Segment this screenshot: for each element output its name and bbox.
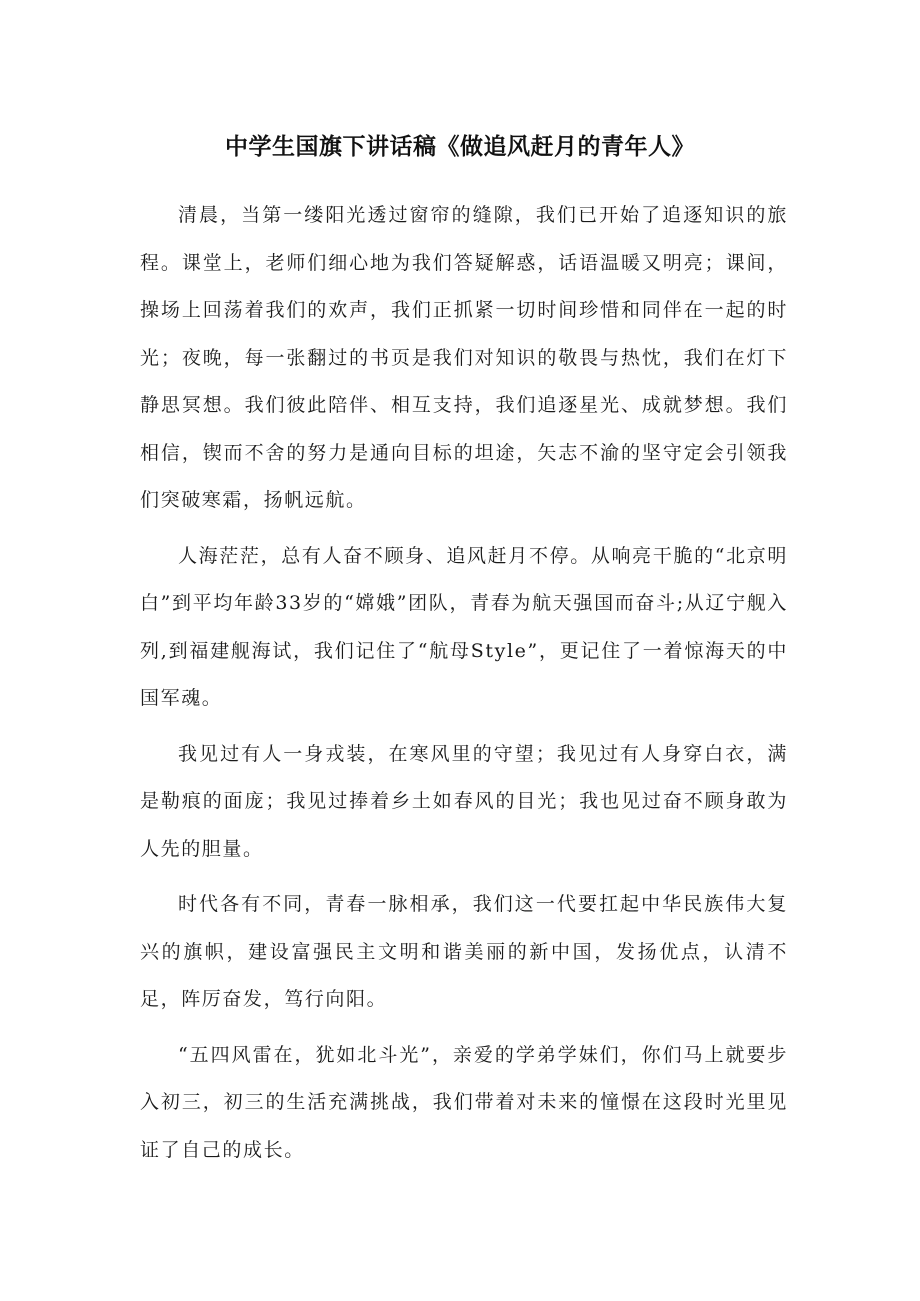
paragraph-3: 我见过有人一身戎装，在寒风里的守望；我见过有人身穿白衣，满是勒痕的面庞；我见过捧着乡土如春风的目光；我也见过奋不顾身敢为人先的胆量。 (140, 742, 788, 860)
paragraph-4: 时代各有不同，青春一脉相承，我们这一代要扛起中华民族伟大复兴的旗帜，建设富强民主文明和谐美丽的新中国，发扬优点，认清不足，阵厉奋发，笃行向阳。 (140, 893, 788, 1010)
document-body (140, 192, 788, 1182)
paragraph-5: “五四风雷在，犹如北斗光”，亲爱的学弟学妹们，你们马上就要步入初三，初三的生活充满挑战，我们带着对未来的憧憬在这段时光里见证了自己的成长。 (140, 1043, 788, 1161)
paragraph-2: 人海茫茫，总有人奋不顾身、追风赶月不停。从响亮干脆的“北京明白”到平均年龄33岁的“嫦娥”团队，青春为航天强国而奋斗;从辽宁舰入列,到福建舰海试，我们记住了“航母Style”，更记住了一着惊海天的中国军魂。 (140, 544, 788, 709)
paragraph-1: 清晨，当第一缕阳光透过窗帘的缝隙，我们已开始了追逐知识的旅程。课堂上，老师们细心地为我们答疑解惑，话语温暖又明亮；课间，操场上回荡着我们的欢声，我们正抓紧一切时间珍惜和同伴在一起的时光；夜晚，每一张翻过的书页是我们对知识的敬畏与热忱，我们在灯下静思冥想。我们彼此陪伴、相互支持，我们追逐星光、成就梦想。我们相信，锲而不舍的努力是通向目标的坦途，矢志不渝的坚守定会引领我们突破寒霜，扬帆远航。 (140, 204, 788, 511)
document-title: 中学生国旗下讲话稿《做追风赶月的青年人》 (225, 134, 695, 160)
